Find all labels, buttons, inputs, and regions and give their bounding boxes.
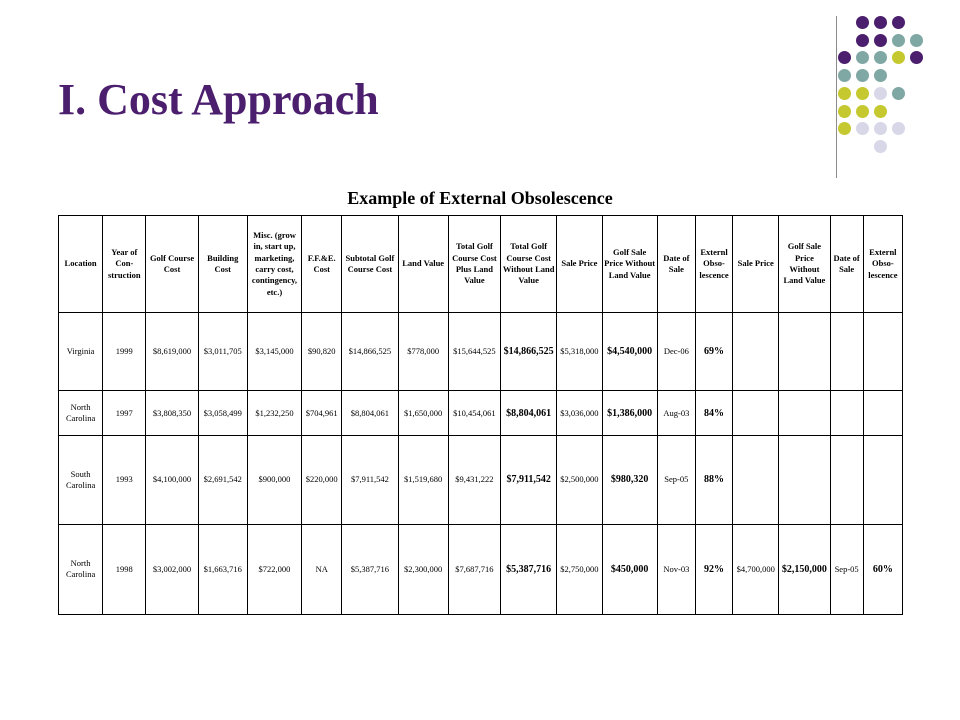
table-cell: $8,804,061 [501,391,557,436]
column-header: Date of Sale [830,216,863,313]
decorative-dot [874,122,887,135]
column-header: Externl Obso-lescence [695,216,732,313]
table-cell: South Carolina [59,436,103,524]
table-cell: $3,808,350 [146,391,198,436]
decorative-dot [838,105,851,118]
column-header: Sale Price [733,216,779,313]
table-cell [863,391,902,436]
table-cell [733,313,779,391]
table-cell: NA [302,524,342,614]
table-cell: Dec-06 [657,313,695,391]
decorative-dot [892,34,905,47]
external-obsolescence-table [58,215,903,615]
table-cell: $2,750,000 [557,524,602,614]
table-cell: $1,650,000 [398,391,448,436]
table-cell: $10,454,061 [448,391,500,436]
table-cell: $14,866,525 [501,313,557,391]
decorative-dot [892,87,905,100]
table-cell [863,436,902,524]
table-cell [830,313,863,391]
table-cell [779,313,830,391]
decorative-dot [874,69,887,82]
decorative-dot [856,34,869,47]
table-cell: 1997 [103,391,146,436]
table-cell: $7,687,716 [448,524,500,614]
table-header-row [59,216,903,313]
decorative-dot [874,105,887,118]
table-cell: $2,150,000 [779,524,830,614]
table-cell: Sep-05 [657,436,695,524]
table-cell: $8,804,061 [342,391,398,436]
table-cell: $5,387,716 [342,524,398,614]
table-cell: $7,911,542 [342,436,398,524]
table-cell: Aug-03 [657,391,695,436]
table-row [59,524,903,614]
column-header: F.F.&E. Cost [302,216,342,313]
decorative-dot [910,51,923,64]
decorative-dot [892,51,905,64]
decorative-dot [838,51,851,64]
table-cell: $5,318,000 [557,313,602,391]
table-cell: 88% [695,436,732,524]
table-cell: $3,036,000 [557,391,602,436]
table-cell: Sep-05 [830,524,863,614]
decorative-dot [838,69,851,82]
table-cell [830,436,863,524]
table-cell: $3,002,000 [146,524,198,614]
table-cell: $2,300,000 [398,524,448,614]
table-cell: North Carolina [59,391,103,436]
table-cell: 69% [695,313,732,391]
table-cell: $778,000 [398,313,448,391]
decorative-dot [856,87,869,100]
column-header: Misc. (grow in, start up, marketing, carry cost, contingency, etc.) [247,216,301,313]
decorative-dot [838,87,851,100]
column-header: Total Golf Course Cost Without Land Value [501,216,557,313]
decorative-dot [892,122,905,135]
table-cell: $8,619,000 [146,313,198,391]
decorative-dot [856,51,869,64]
decorative-dot [892,16,905,29]
table-cell [733,391,779,436]
table-cell: 1999 [103,313,146,391]
decorative-dot [874,140,887,153]
table-cell: 92% [695,524,732,614]
decorative-divider-line [836,16,837,178]
table-cell [733,436,779,524]
column-header: Golf Sale Price Without Land Value [602,216,657,313]
table-cell: 84% [695,391,732,436]
decorative-dot [856,105,869,118]
column-header: Subtotal Golf Course Cost [342,216,398,313]
column-header: Year of Con-struction [103,216,146,313]
column-header: Golf Sale Price Without Land Value [779,216,830,313]
table-cell: $704,961 [302,391,342,436]
table-cell: $220,000 [302,436,342,524]
table-cell: 1998 [103,524,146,614]
decorative-dot [910,34,923,47]
table-cell: $3,145,000 [247,313,301,391]
table-cell: $900,000 [247,436,301,524]
table-cell: North Carolina [59,524,103,614]
column-header: Location [59,216,103,313]
table-cell: $4,700,000 [733,524,779,614]
table-cell: $4,100,000 [146,436,198,524]
column-header: Building Cost [198,216,247,313]
decorative-dot [874,34,887,47]
table-title: Example of External Obsolescence [347,188,613,208]
table-row [59,391,903,436]
column-header: Externl Obso-lescence [863,216,902,313]
column-header: Sale Price [557,216,602,313]
table-cell: $15,644,525 [448,313,500,391]
table-cell: 1993 [103,436,146,524]
table-cell: $4,540,000 [602,313,657,391]
table-cell [830,391,863,436]
table-cell: $450,000 [602,524,657,614]
column-header: Total Golf Course Cost Plus Land Value [448,216,500,313]
table-cell: $5,387,716 [501,524,557,614]
table-cell: $2,500,000 [557,436,602,524]
table-cell: $3,011,705 [198,313,247,391]
decorative-dot [874,51,887,64]
table-cell: $90,820 [302,313,342,391]
column-header: Date of Sale [657,216,695,313]
table-cell: $2,691,542 [198,436,247,524]
table-cell: Virginia [59,313,103,391]
decorative-dot [856,16,869,29]
table-cell: $1,519,680 [398,436,448,524]
table-cell: $1,232,250 [247,391,301,436]
table-cell: $1,663,716 [198,524,247,614]
table-cell: $9,431,222 [448,436,500,524]
table-cell [779,391,830,436]
table-cell: $1,386,000 [602,391,657,436]
table-row [59,436,903,524]
decorative-dot [874,16,887,29]
table-cell [863,313,902,391]
table-cell: $980,320 [602,436,657,524]
table-row [59,313,903,391]
table-cell: $14,866,525 [342,313,398,391]
table-cell: 60% [863,524,902,614]
table-cell: Nov-03 [657,524,695,614]
table-cell: $3,058,499 [198,391,247,436]
table-cell: $7,911,542 [501,436,557,524]
decorative-dot [838,122,851,135]
decorative-dot [856,69,869,82]
decorative-dot [874,87,887,100]
slide-title: I. Cost Approach [58,75,379,124]
decorative-dot [856,122,869,135]
table-cell [779,436,830,524]
column-header: Land Value [398,216,448,313]
table-cell: $722,000 [247,524,301,614]
column-header: Golf Course Cost [146,216,198,313]
